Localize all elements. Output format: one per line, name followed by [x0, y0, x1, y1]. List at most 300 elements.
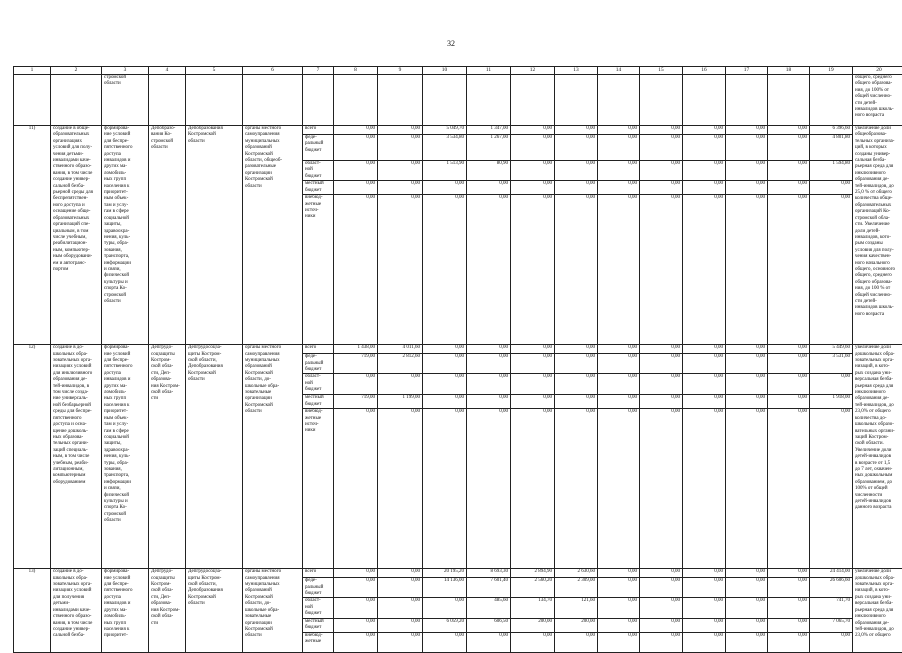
- cell-line: низаций, в кото-: [855, 588, 902, 594]
- funding-value: 0,00: [726, 569, 768, 578]
- column-number: 12: [511, 67, 555, 75]
- funding-value: 0,00: [726, 618, 768, 632]
- measure-name: [51, 126, 102, 345]
- participants: [243, 345, 303, 569]
- cell-line: формирова-: [104, 345, 146, 351]
- funding-value: 0,00: [555, 195, 598, 345]
- funding-value: 134,70: [511, 598, 555, 618]
- cell-line: бюджет: [305, 625, 331, 631]
- cell-line: чения детьми-: [53, 152, 99, 158]
- funding-value: 26 606,60: [810, 578, 853, 598]
- cell-line: образова-: [151, 377, 183, 383]
- funding-value: 0,00: [683, 409, 726, 569]
- funding-value: 0,00: [683, 181, 726, 195]
- cell-line: тей-инвалидов, в: [53, 384, 99, 390]
- cell-line: культуры и: [104, 280, 146, 286]
- cell-line: зовательные: [245, 614, 300, 620]
- funding-value: 0,00: [378, 569, 423, 578]
- funding-value: 0,00: [640, 569, 683, 578]
- cell-line: ных образова-: [53, 435, 99, 441]
- funding-value: 0,00: [378, 126, 423, 135]
- cell-line: увеличение доли: [855, 569, 902, 575]
- measure-number: 13): [14, 569, 51, 652]
- funding-value: 0,00: [334, 181, 378, 195]
- cell-line: бюджет: [305, 188, 331, 194]
- cell-line: транспорта,: [104, 254, 146, 260]
- funding-value: 8 693,30: [467, 569, 511, 578]
- cell-line: области: [104, 81, 146, 87]
- funding-value: 0,00: [683, 135, 726, 161]
- cell-line: сальной безба-: [53, 184, 99, 190]
- cell-line: образовательных: [855, 203, 902, 209]
- cell-line: Костромской: [245, 371, 300, 377]
- funding-value: 0,00: [768, 598, 810, 618]
- cell-line: школьные обра-: [245, 384, 300, 390]
- cell-line: пятственного: [104, 588, 146, 594]
- funding-value: 0,00: [598, 395, 640, 409]
- cell-line: доступа: [104, 595, 146, 601]
- cell-line: инвалидов и: [104, 377, 146, 383]
- funding-value: 0,00: [598, 374, 640, 395]
- cell-line: количества обще-: [855, 196, 902, 202]
- funding-value: 1 347,00: [467, 126, 511, 135]
- funding-value: 2 309,00: [555, 578, 598, 598]
- funding-value: 1 267,00: [467, 135, 511, 161]
- cell-line: для беспре-: [104, 358, 146, 364]
- funding-value: 2 812,60: [378, 354, 423, 374]
- cell-line: образований: [245, 588, 300, 594]
- cell-line: доступа: [104, 371, 146, 377]
- cell-line: гам в сфере: [104, 209, 146, 215]
- cell-line: формирова-: [104, 126, 146, 132]
- cell-line: общего образова-: [855, 280, 902, 286]
- participants: [243, 126, 303, 345]
- column-number: 8: [334, 67, 378, 75]
- coexecutor: [186, 126, 243, 345]
- cell-line: рых создана уни-: [855, 371, 902, 377]
- funding-value: 0,00: [726, 181, 768, 195]
- cell-line: ем и автотранс-: [53, 261, 99, 267]
- cell-line: школьных образо-: [855, 422, 902, 428]
- cell-line: муниципальных: [245, 358, 300, 364]
- funding-value: 0,00: [726, 395, 768, 409]
- cell-line: детьми-: [53, 601, 99, 607]
- funding-value: 0,00: [726, 135, 768, 161]
- funding-value: 0,00: [511, 409, 555, 569]
- funding-value: 6 396,60: [810, 126, 853, 135]
- cell-line: том числе созда-: [53, 390, 99, 396]
- cell-line: образований: [245, 145, 300, 151]
- cell-line: общей численно-: [855, 94, 902, 100]
- cell-line: здравоохра-: [104, 229, 146, 235]
- cell-line: общей численно-: [855, 293, 902, 299]
- continuation-cell-15: [640, 75, 683, 126]
- continuation-cell-12: [511, 75, 555, 126]
- cell-line: феде-: [305, 354, 331, 360]
- cell-line: области: [188, 139, 240, 145]
- cell-line: Депобразования: [188, 364, 240, 370]
- cell-line: жетные: [305, 416, 331, 422]
- cell-line: феде-: [305, 578, 331, 584]
- cell-line: Депгрудо-: [151, 569, 183, 575]
- funding-value: 0,00: [683, 195, 726, 345]
- continuation-cell-11: [467, 75, 511, 126]
- cell-line: доступа и осна-: [53, 422, 99, 428]
- funding-value: 1 199,00: [378, 395, 423, 409]
- cell-line: самоуправления: [245, 132, 300, 138]
- funding-value: 0,00: [640, 395, 683, 409]
- expected-result: [853, 126, 902, 345]
- funding-value: 0,00: [683, 578, 726, 598]
- funding-value: 0,00: [378, 195, 423, 345]
- cell-line: населения к: [104, 184, 146, 190]
- funding-value: 0,00: [555, 126, 598, 135]
- funding-value: 0,00: [683, 395, 726, 409]
- funding-value: 0,00: [555, 374, 598, 395]
- continuation-cell-6: [243, 75, 303, 126]
- cell-line: местный: [305, 395, 331, 401]
- table-row: [14, 569, 902, 578]
- cell-line: рьерная среда для: [855, 164, 902, 170]
- funding-source: [303, 632, 334, 652]
- cell-line: реабилитацион-: [53, 241, 99, 247]
- funding-value: 0,00: [467, 181, 511, 195]
- cell-line: общеобразова-: [855, 132, 902, 138]
- funding-value: 80,90: [467, 161, 511, 181]
- cell-line: Костромской: [188, 595, 240, 601]
- column-number: 18: [768, 67, 810, 75]
- funding-value: 0,00: [511, 374, 555, 395]
- funding-value: 0,00: [423, 345, 467, 354]
- funding-value: 0,00: [726, 598, 768, 618]
- cell-line: области: [245, 409, 300, 415]
- funding-value: 1 918,00: [810, 395, 853, 409]
- funding-value: 0,00: [683, 345, 726, 354]
- funding-value: 0,00: [467, 632, 511, 652]
- funding-value: 0,00: [423, 374, 467, 395]
- funding-value: 0,00: [467, 409, 511, 569]
- funding-value: 0,00: [423, 354, 467, 374]
- cell-line: образований: [245, 364, 300, 370]
- cell-line: беспрепятствен-: [53, 196, 99, 202]
- cell-line: ской обла-: [151, 588, 183, 594]
- cell-line: доступа: [104, 152, 146, 158]
- funding-value: 0,00: [423, 598, 467, 618]
- cell-line: ломобиль-: [104, 390, 146, 396]
- cell-line: количества до-: [855, 416, 902, 422]
- funding-value: 0,00: [810, 409, 853, 569]
- cell-line: ного возраста: [855, 113, 902, 119]
- cell-line: учебным, реаби-: [53, 461, 99, 467]
- funding-value: 0,00: [810, 181, 853, 195]
- funding-value: 0,00: [640, 632, 683, 652]
- funding-value: 0,00: [378, 618, 423, 632]
- cell-line: области: [151, 145, 183, 151]
- continuation-cell-3: [102, 75, 149, 126]
- funding-value: 719,00: [334, 395, 378, 409]
- funding-value: 5 449,60: [810, 345, 853, 354]
- cell-line: создание универ-: [53, 627, 99, 633]
- cell-line: образовательных: [53, 132, 99, 138]
- cell-line: образова-: [151, 601, 183, 607]
- funding-value: 0,00: [768, 578, 810, 598]
- cell-line: и связи,: [104, 267, 146, 273]
- cell-line: приоритет-: [104, 190, 146, 196]
- funding-value: 0,00: [768, 374, 810, 395]
- cell-line: внебюд-: [305, 633, 331, 639]
- cell-line: всего: [305, 345, 331, 351]
- funding-source: [303, 126, 334, 135]
- cell-line: бюджет: [305, 174, 331, 180]
- cell-line: ской области,: [188, 582, 240, 588]
- cell-line: ской области,: [188, 358, 240, 364]
- funding-value: 0,00: [511, 126, 555, 135]
- measure-goal: [102, 126, 149, 345]
- measure-number: 12): [14, 345, 51, 569]
- funding-value: 0,00: [334, 409, 378, 569]
- funding-value: 0,00: [598, 618, 640, 632]
- funding-source: [303, 195, 334, 345]
- cell-line: там и услу-: [104, 422, 146, 428]
- funding-value: 0,00: [423, 195, 467, 345]
- cell-line: зования,: [104, 467, 146, 473]
- funding-value: 0,00: [598, 135, 640, 161]
- cell-line: ральный: [305, 585, 331, 591]
- cell-line: области: [245, 184, 300, 190]
- continuation-cell-20: [853, 75, 902, 126]
- cell-line: детей-инвалидов: [855, 454, 902, 460]
- cell-line: ций, в которых: [855, 145, 902, 151]
- responsible-executor: [149, 345, 186, 569]
- cell-line: органы местного: [245, 569, 300, 575]
- cell-line: всего: [305, 126, 331, 132]
- cell-line: создание в обще-: [53, 126, 99, 132]
- funding-value: 0,00: [640, 598, 683, 618]
- funding-value: 1 594,80: [810, 161, 853, 181]
- cell-line: бюджет: [305, 387, 331, 393]
- funding-value: 0,00: [768, 354, 810, 374]
- funding-value: 0,00: [768, 409, 810, 569]
- cell-line: 25,0 % от общего: [855, 190, 902, 196]
- cell-line: туры, обра-: [104, 461, 146, 467]
- cell-line: зовательных орга-: [855, 582, 902, 588]
- cell-line: населения к: [104, 627, 146, 633]
- cell-line: заций Костром-: [855, 435, 902, 441]
- funding-value: 4 801,80: [810, 135, 853, 161]
- funding-value: 0,00: [640, 135, 683, 161]
- column-number: 2: [51, 67, 102, 75]
- funding-value: 0,00: [334, 632, 378, 652]
- column-number: 3: [102, 67, 149, 75]
- cell-line: социальной: [104, 216, 146, 222]
- cell-line: ной: [305, 167, 331, 173]
- cell-line: создание в до-: [53, 345, 99, 351]
- cell-line: спорта Ко-: [104, 286, 146, 292]
- funding-value: 1 438,00: [334, 345, 378, 354]
- cell-line: инвалидов школь-: [855, 305, 902, 311]
- continuation-cell-19: [810, 75, 853, 126]
- funding-value: 0,00: [726, 195, 768, 345]
- cell-line: защиты,: [104, 441, 146, 447]
- table-row: [14, 126, 902, 135]
- cell-line: социальной: [104, 435, 146, 441]
- column-number: 11: [467, 67, 511, 75]
- cell-line: бюджет: [305, 367, 331, 373]
- cell-line: внебюд-: [305, 195, 331, 201]
- cell-line: ной: [305, 605, 331, 611]
- funding-value: 0,00: [598, 195, 640, 345]
- column-number: 4: [149, 67, 186, 75]
- funding-value: 741,70: [810, 598, 853, 618]
- cell-line: тей-инвалидов, до: [855, 184, 902, 190]
- cell-line: численности: [855, 493, 902, 499]
- measure-goal: [102, 345, 149, 569]
- funding-value: 0,00: [683, 161, 726, 181]
- funding-value: 0,00: [640, 618, 683, 632]
- funding-value: 0,00: [640, 126, 683, 135]
- cell-line: организациях: [53, 139, 99, 145]
- cell-line: вания Ко-: [151, 132, 183, 138]
- cell-line: област-: [305, 161, 331, 167]
- cell-line: Костромской: [188, 132, 240, 138]
- funding-value: 2 894,90: [511, 569, 555, 578]
- cell-line: рьерная среда для: [855, 608, 902, 614]
- funding-value: 0,00: [378, 135, 423, 161]
- funding-source: [303, 374, 334, 395]
- funding-value: 200,00: [555, 618, 598, 632]
- cell-line: физической: [104, 273, 146, 279]
- cell-line: тей-инвалидов, до: [855, 403, 902, 409]
- funding-value: 0,00: [598, 354, 640, 374]
- funding-value: 0,00: [640, 345, 683, 354]
- funding-value: 0,00: [683, 569, 726, 578]
- cell-line: пятственного: [104, 145, 146, 151]
- funding-value: 200,00: [511, 618, 555, 632]
- cell-line: соцзащиты: [151, 576, 183, 582]
- continuation-cell-7: [303, 75, 334, 126]
- cell-line: области: [188, 601, 240, 607]
- cell-line: низаций, в кото-: [855, 364, 902, 370]
- cell-line: бюджет: [305, 402, 331, 408]
- cell-line: ской области.: [855, 441, 902, 447]
- cell-line: сти. Увеличение: [855, 222, 902, 228]
- continuation-cell-16: [683, 75, 726, 126]
- funding-value: 0,00: [378, 598, 423, 618]
- funding-value: 0,00: [726, 354, 768, 374]
- funding-value: 1 513,90: [423, 161, 467, 181]
- cell-line: инвалидами каче-: [53, 158, 99, 164]
- cell-line: зования,: [104, 248, 146, 254]
- cell-line: инвалидами каче-: [53, 608, 99, 614]
- cell-line: физической: [104, 493, 146, 499]
- cell-line: рьерная среда для: [855, 384, 902, 390]
- funding-value: 0,00: [334, 195, 378, 345]
- funding-value: 0,00: [555, 632, 598, 652]
- cell-line: ломобиль-: [104, 614, 146, 620]
- funding-value: 0,00: [334, 598, 378, 618]
- column-number: 15: [640, 67, 683, 75]
- cell-line: ным, компьютер-: [53, 248, 99, 254]
- cell-line: образования де-: [855, 396, 902, 402]
- cell-line: Костромской: [245, 152, 300, 158]
- cell-line: сти, Деп-: [151, 595, 183, 601]
- cell-line: ние условий: [104, 576, 146, 582]
- funding-value: 0,00: [768, 345, 810, 354]
- cell-line: ние условий: [104, 352, 146, 358]
- cell-line: ние условий: [104, 132, 146, 138]
- column-number: 6: [243, 67, 303, 75]
- column-number: 13: [555, 67, 598, 75]
- funding-value: 0,00: [511, 135, 555, 161]
- cell-line: оснащение обще-: [53, 209, 99, 215]
- cell-line: Депобразования: [188, 588, 240, 594]
- cell-line: рых создана уни-: [855, 595, 902, 601]
- cell-line: области, общеоб-: [245, 158, 300, 164]
- column-number: 5: [186, 67, 243, 75]
- expected-result: [853, 345, 902, 569]
- cell-line: Депобразо-: [151, 126, 183, 132]
- page-number: 32: [0, 39, 902, 48]
- funding-value: 0,00: [467, 195, 511, 345]
- cell-line: компьютерным: [53, 473, 99, 479]
- cell-line: области: [104, 518, 146, 524]
- cell-line: пятственного: [104, 364, 146, 370]
- cell-line: ской обла-: [151, 364, 183, 370]
- continuation-cell-18: [768, 75, 810, 126]
- funding-value: 0,00: [334, 135, 378, 161]
- funding-value: 0,00: [378, 409, 423, 569]
- cell-line: сальная безба-: [855, 158, 902, 164]
- measure-name: [51, 345, 102, 569]
- cell-line: ние универсаль-: [53, 396, 99, 402]
- coexecutor: [186, 345, 243, 569]
- cell-line: ния, до 100 % от: [855, 286, 902, 292]
- funding-value: 0,00: [810, 374, 853, 395]
- cell-line: информации: [104, 261, 146, 267]
- cell-line: Костромской: [245, 403, 300, 409]
- funding-value: 0,00: [334, 578, 378, 598]
- funding-value: 0,00: [511, 195, 555, 345]
- column-number: 9: [378, 67, 423, 75]
- funding-value: 0,00: [810, 632, 853, 652]
- cell-line: ным оборудовани-: [53, 254, 99, 260]
- funding-value: 0,00: [726, 126, 768, 135]
- cell-line: источ-: [305, 208, 331, 214]
- cell-line: рым созданы: [855, 241, 902, 247]
- cell-line: организаций Ко-: [855, 209, 902, 215]
- funding-value: 0,00: [768, 395, 810, 409]
- cell-line: образовательных: [53, 216, 99, 222]
- cell-line: области, до-: [245, 601, 300, 607]
- column-number: 19: [810, 67, 853, 75]
- funding-value: 14 136,00: [423, 578, 467, 598]
- cell-line: жетные: [305, 639, 331, 645]
- cell-line: циальным, в том: [53, 229, 99, 235]
- cell-line: тей-инвалидов, до: [855, 627, 902, 633]
- cell-line: 23,0% от общего: [855, 633, 902, 639]
- cell-line: условия для полу-: [855, 248, 902, 254]
- cell-line: стромской: [104, 512, 146, 518]
- cell-line: самоуправления: [245, 576, 300, 582]
- cell-line: Увеличение доли: [855, 448, 902, 454]
- cell-line: условий для полу-: [53, 145, 99, 151]
- cell-line: образования де-: [855, 621, 902, 627]
- funding-value: 0,00: [598, 161, 640, 181]
- funding-source: [303, 345, 334, 354]
- cell-line: инклюзивного: [855, 614, 902, 620]
- cell-line: бюджет: [305, 148, 331, 154]
- cell-line: ных дошкольным: [855, 473, 902, 479]
